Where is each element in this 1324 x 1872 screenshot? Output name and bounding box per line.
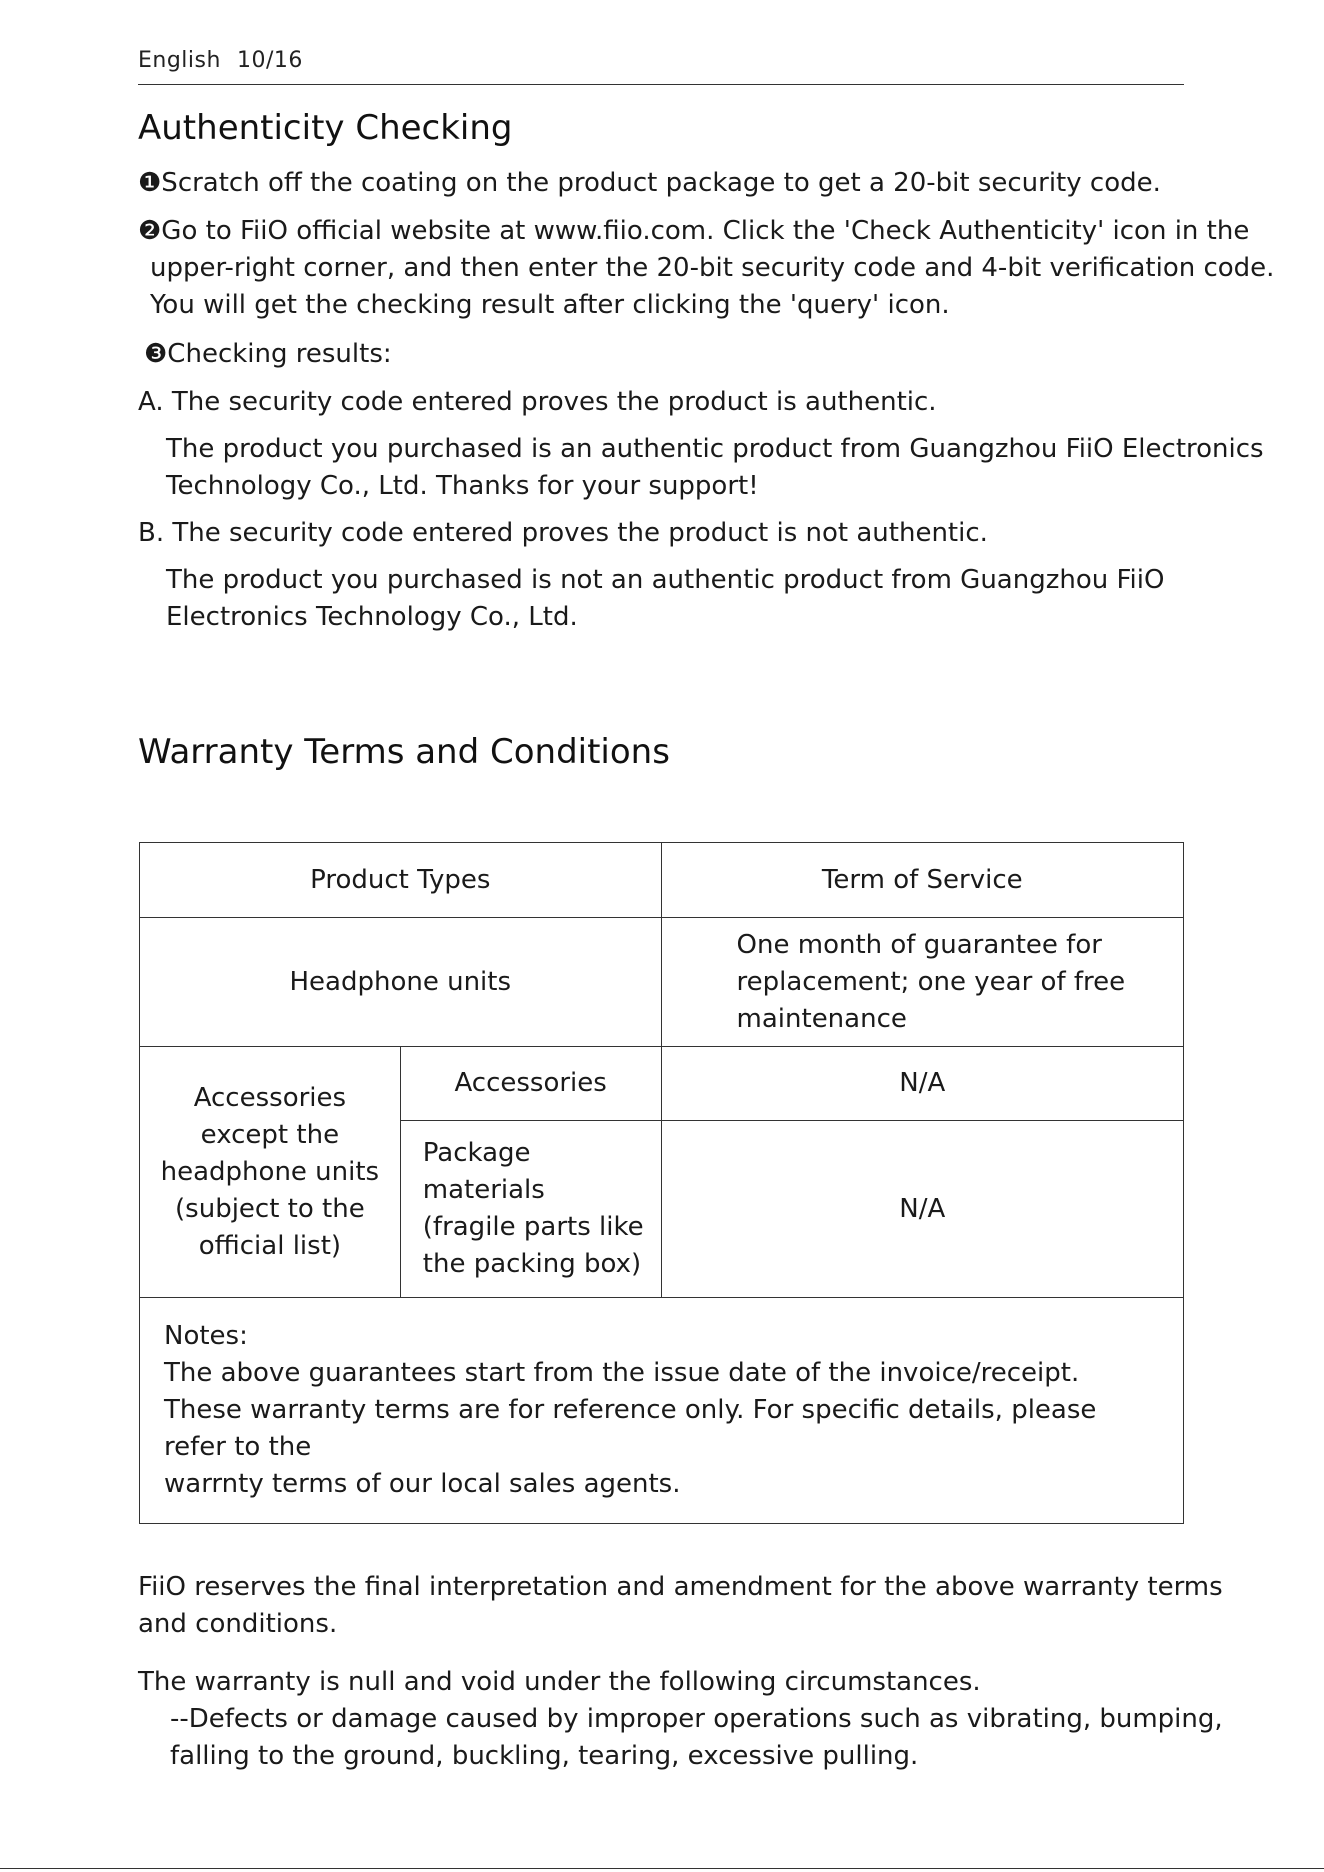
- result-b-detail-line-2: Electronics Technology Co., Ltd.: [166, 602, 578, 632]
- header-term-of-service: Term of Service: [661, 843, 1183, 918]
- notes-line-3: warrnty terms of our local sales agents.: [164, 1469, 681, 1499]
- result-a-detail-line-1: The product you purchased is an authentic product from Guangzhou FiiO Electronics: [166, 434, 1264, 464]
- warranty-title: Warranty Terms and Conditions: [138, 732, 670, 772]
- package-line-3: the packing box): [422, 1249, 642, 1279]
- product-accessories: Accessories: [400, 1047, 661, 1121]
- void-intro: The warranty is null and void under the following circumstances.: [138, 1667, 981, 1697]
- warranty-table: [139, 842, 1184, 1524]
- authenticity-step-2-line-1: ❷Go to FiiO official website at www.fiio.com. Click the 'Check Authenticity' icon in the: [138, 216, 1250, 246]
- void-item-line-1: --Defects or damage caused by improper operations such as vibrating, bumping,: [170, 1704, 1223, 1734]
- product-headphone-units: Headphone units: [140, 918, 662, 1047]
- result-b-detail-line-1: The product you purchased is not an authentic product from Guangzhou FiiO: [166, 565, 1165, 595]
- headphone-term-line-2: replacement; one year of free: [736, 966, 1126, 997]
- authenticity-step-2-line-2: upper-right corner, and then enter the 20-bit security code and 4-bit verification code.: [150, 253, 1275, 283]
- header-divider: [138, 84, 1184, 85]
- reserve-line-2: and conditions.: [138, 1609, 338, 1639]
- result-a-detail-line-2: Technology Co., Ltd. Thanks for your support!: [166, 471, 759, 501]
- accessories-group: [140, 1047, 401, 1298]
- accessories-group-line-4: (subject to the: [175, 1193, 365, 1224]
- package-line-2: (fragile parts like: [422, 1212, 644, 1242]
- package-line-1: Package materials: [422, 1138, 545, 1205]
- accessories-group-line-5: official list): [198, 1230, 342, 1261]
- table-row-headphone: [140, 918, 1184, 1047]
- accessories-term: N/A: [661, 1047, 1183, 1121]
- header-product-types: Product Types: [140, 843, 662, 918]
- result-a: A. The security code entered proves the product is authentic.: [138, 387, 937, 417]
- authenticity-step-3: ❸Checking results:: [144, 339, 392, 369]
- authenticity-step-1: ❶Scratch off the coating on the product package to get a 20-bit security code.: [138, 168, 1161, 198]
- table-row-accessories: [140, 1047, 1184, 1121]
- header-page-number: 10/16: [236, 48, 303, 73]
- header-language: English: [138, 48, 221, 73]
- headphone-term-line-3: maintenance: [736, 1003, 907, 1034]
- notes-line-2: These warranty terms are for reference only. For specific details, please refer to the: [164, 1395, 1097, 1462]
- headphone-term-line-1: One month of guarantee for: [736, 929, 1102, 960]
- accessories-group-line-1: Accessories: [193, 1082, 347, 1113]
- product-package-materials: [400, 1121, 661, 1298]
- reserve-line-1: FiiO reserves the final interpretation and amendment for the above warranty terms: [138, 1572, 1223, 1602]
- notes-title: Notes:: [164, 1321, 248, 1351]
- accessories-group-line-2: except the: [200, 1119, 340, 1150]
- notes-line-1: The above guarantees start from the issue date of the invoice/receipt.: [164, 1358, 1080, 1388]
- authenticity-title: Authenticity Checking: [138, 108, 513, 148]
- page-bottom-edge: [0, 1868, 1324, 1869]
- authenticity-step-2-line-3: You will get the checking result after clicking the 'query' icon.: [150, 290, 950, 320]
- table-row-notes: [140, 1298, 1184, 1524]
- page-header: [138, 48, 1184, 73]
- table-header-row: [140, 843, 1184, 918]
- headphone-term: [661, 918, 1183, 1047]
- accessories-group-line-3: headphone units: [160, 1156, 380, 1187]
- notes-cell: [140, 1298, 1184, 1524]
- result-b: B. The security code entered proves the product is not authentic.: [138, 518, 988, 548]
- package-term: N/A: [661, 1121, 1183, 1298]
- void-item-line-2: falling to the ground, buckling, tearing, excessive pulling.: [170, 1741, 919, 1771]
